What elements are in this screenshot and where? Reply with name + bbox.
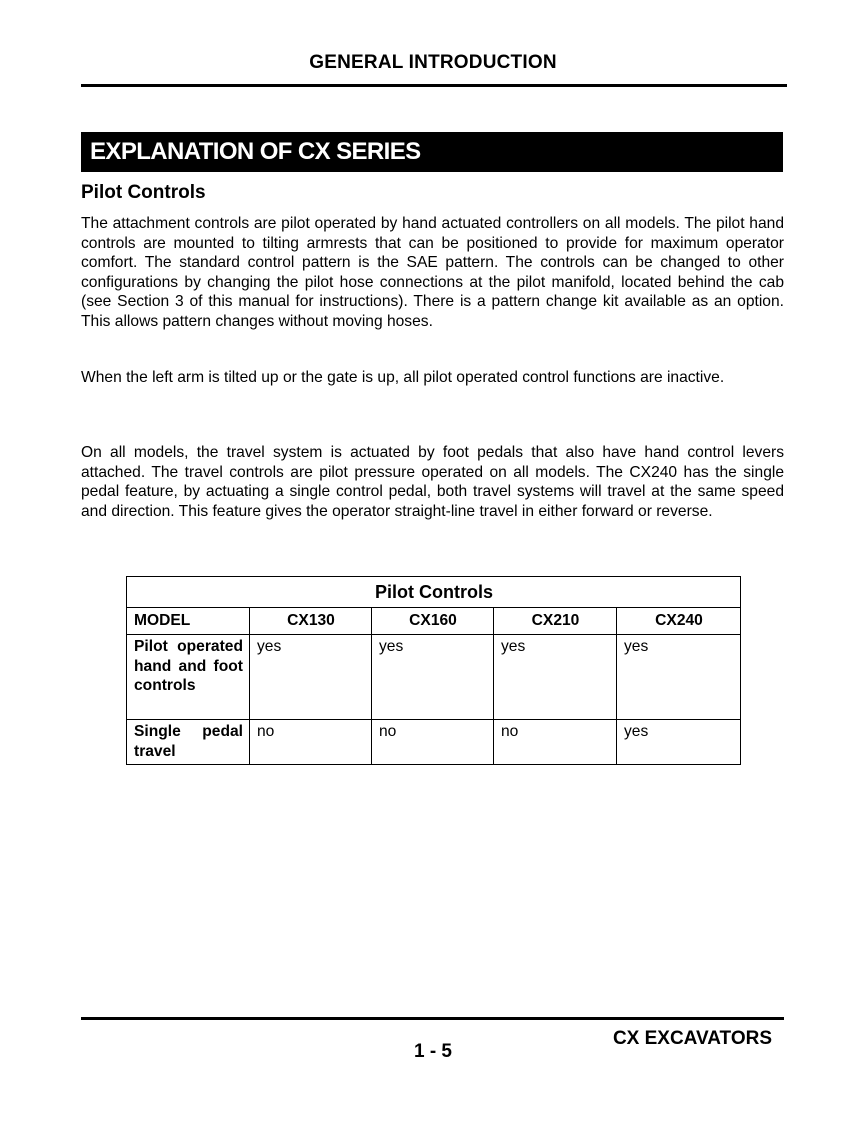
table-cell: yes [372,635,494,720]
header-divider [81,84,787,87]
column-header-cx130: CX130 [250,608,372,635]
table-header-row [127,608,741,635]
table-cell: yes [617,635,741,720]
paragraph-attachment-controls: The attachment controls are pilot operated by hand actuated controllers on all models. The pilot hand controls are mounted to tilting armrests that can be positioned to provide for maximum operator comfort. The standard control pattern is the SAE pattern. The controls can be changed to other configurations by changing the pilot hose connections at the pilot manifold, located behind the cab (see Section 3 of this manual for instructions). There is a pattern change kit available as an option. This allows pattern changes without moving hoses. [81,215,784,330]
table-row [127,720,741,765]
table-cell: yes [617,720,741,765]
table-row [127,635,741,720]
column-header-cx240: CX240 [617,608,741,635]
column-header-model: MODEL [127,608,250,635]
table-cell: yes [494,635,617,720]
footer-divider [81,1017,784,1020]
table-caption: Pilot Controls [127,577,741,608]
paragraph-travel-system: On all models, the travel system is actuated by foot pedals that also have hand control levers attached. The travel controls are pilot pressure operated on all models. The CX240 has the single pedal feature, by actuating a single control pedal, both travel systems will travel at the same speed and direction. This feature gives the operator straight-line travel in either forward or reverse. [81,444,784,520]
column-header-cx210: CX210 [494,608,617,635]
page-number: 1 - 5 [413,1041,453,1062]
pilot-controls-table [126,576,741,765]
table-cell: yes [250,635,372,720]
table-cell: no [494,720,617,765]
page-header-title: GENERAL INTRODUCTION [309,52,557,73]
row-label-single-pedal: Single pedal travel [127,720,250,765]
section-banner: EXPLANATION OF CX SERIES [81,132,783,172]
paragraph-left-arm: When the left arm is tilted up or the gate is up, all pilot operated control functions are inactive. [81,369,725,386]
row-label-pilot-operated: Pilot operated hand and foot controls [127,635,250,720]
footer-title: CX EXCAVATORS [612,1028,772,1049]
subheading: Pilot Controls [81,182,206,203]
table-cell: no [250,720,372,765]
table-cell: no [372,720,494,765]
column-header-cx160: CX160 [372,608,494,635]
